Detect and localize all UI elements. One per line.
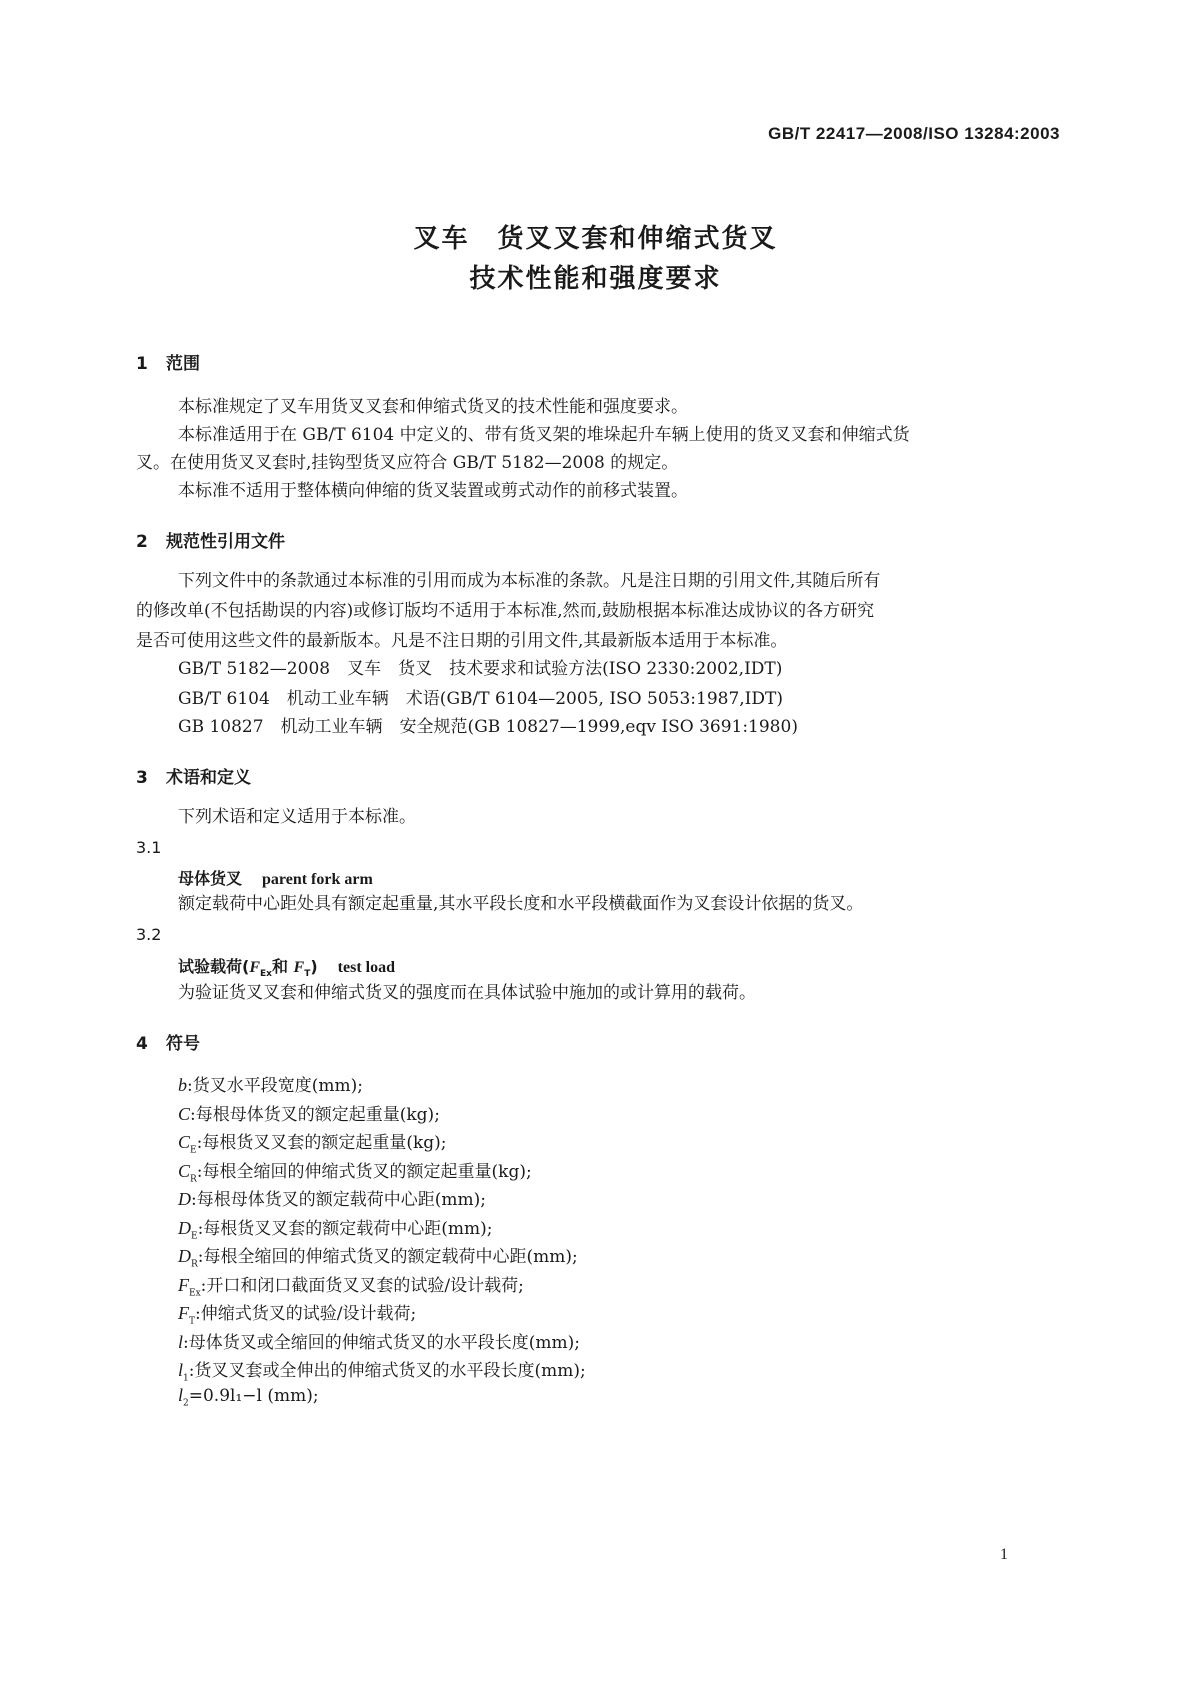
term-heading [178,954,395,979]
symbol: F [293,959,305,976]
term-number: 3.2 [136,925,162,944]
section-4-heading [136,1029,200,1054]
paragraph: 是否可使用这些文件的最新版本。凡是不注日期的引用文件,其最新版本适用于本标准。 [136,631,788,651]
symbol-item [178,1100,440,1125]
subscript: Ex [260,969,272,980]
paragraph: 本标准规定了叉车用货叉叉套和伸缩式货叉的技术性能和强度要求。 [178,397,688,417]
symbol-description: :货叉水平段宽度(mm); [187,1076,363,1096]
reference-item: GB/T 6104 机动工业车辆 术语(GB/T 6104—2005, ISO 5053:1987,IDT) [178,689,783,709]
symbol: D [178,1217,191,1238]
subscript: R [190,1173,197,1184]
subscript: 2 [183,1397,189,1408]
symbol-description: :每根全缩回的伸缩式货叉的额定载荷中心距(mm); [197,1247,578,1267]
symbol-description: :开口和闭口截面货叉叉套的试验/设计载荷; [200,1275,524,1296]
section-number: 2 [136,532,148,552]
section-1-heading [136,349,200,374]
section-title: 规范性引用文件 [166,532,285,552]
term-cn: 母体货叉 [178,869,243,888]
symbol-item [178,1299,416,1326]
subscript: E [191,1230,198,1241]
symbol: b [178,1075,187,1095]
reference-item: GB 10827 机动工业车辆 安全规范(GB 10827—1999,eqv ISO 3691:1980) [178,717,798,737]
subscript: T [189,1316,196,1327]
symbol-item [178,1185,486,1210]
section-number: 4 [136,1034,148,1054]
term-number: 3.1 [136,838,162,857]
subscript: T [304,969,311,980]
section-number: 1 [136,354,148,374]
symbol-item [178,1328,580,1353]
symbol: D [178,1189,191,1209]
paragraph: 的修改单(不包括勘误的内容)或修订版均不适用于本标准,然而,鼓励根据本标准达成协议的各方研究 [136,601,875,621]
title-line-1: 叉车 货叉叉套和伸缩式货叉 [413,224,778,254]
symbol: l [178,1331,184,1352]
paragraph: 本标准适用于在 GB/T 6104 中定义的、带有货叉架的堆垛起升车辆上使用的货叉叉套和伸缩式货 [178,425,910,445]
symbol-description: :每根母体货叉的额定起重量(kg); [190,1104,440,1125]
subscript: 1 [183,1373,189,1384]
section-title: 符号 [166,1034,200,1054]
subscript: R [191,1259,198,1270]
symbol-description: =0.9l₁−l (mm); [188,1385,319,1406]
paragraph: 本标准不适用于整体横向伸缩的货叉装置或剪式动作的前移式装置。 [178,481,688,501]
term-cn: ) [310,957,318,976]
symbol: D [178,1246,191,1266]
symbol: F [178,1274,189,1295]
term-cn: 试验载荷( [178,957,250,976]
term-en: parent fork arm [262,871,373,888]
symbol-item [178,1214,493,1241]
symbol-item [178,1071,363,1096]
symbol: l [178,1384,184,1405]
section-title: 范围 [166,354,200,374]
term-definition: 额定载荷中心距处具有额定起重量,其水平段长度和水平段横截面作为叉套设计依据的货叉。 [178,894,864,914]
symbol-description: :每根货叉叉套的额定载荷中心距(mm); [197,1218,493,1239]
symbol: C [178,1103,191,1124]
symbol-item [178,1356,586,1383]
standard-code: GB/T 22417—2008/ISO 13284:2003 [768,124,1060,143]
symbol: F [249,959,260,976]
symbol-item [178,1157,532,1184]
section-number: 3 [136,768,148,788]
term-heading [178,866,373,889]
term-definition: 为验证货叉叉套和伸缩式货叉的强度而在具体试验中施加的或计算用的载荷。 [178,983,756,1003]
symbol-item [178,1385,319,1408]
subscript: E [190,1145,197,1156]
symbol: C [178,1160,191,1181]
term-en: test load [337,959,395,976]
symbol: C [178,1132,191,1152]
symbol-description: :母体货叉或全缩回的伸缩式货叉的水平段长度(mm); [183,1332,580,1353]
subscript: Ex [189,1287,201,1298]
symbol-description: :伸缩式货叉的试验/设计载荷; [195,1304,417,1324]
paragraph: 下列术语和定义适用于本标准。 [178,807,416,827]
paragraph: 下列文件中的条款通过本标准的引用而成为本标准的条款。凡是注日期的引用文件,其随后所有 [178,571,881,591]
symbol: F [178,1303,189,1323]
term-cn: 和 [271,957,294,976]
section-title: 术语和定义 [166,768,251,788]
symbol-item [178,1271,524,1298]
symbol-description: :每根母体货叉的额定载荷中心距(mm); [191,1190,486,1210]
symbol-description: :每根货叉叉套的额定起重量(kg); [196,1133,447,1153]
symbol: l [178,1360,184,1380]
title-line-2: 技术性能和强度要求 [469,264,722,294]
page-number: 1 [1000,1546,1008,1563]
symbol-item [178,1128,447,1155]
section-3-heading [136,763,251,788]
paragraph: 叉。在使用货叉叉套时,挂钩型货叉应符合 GB/T 5182—2008 的规定。 [136,453,679,473]
symbol-description: :货叉叉套或全伸出的伸缩式货叉的水平段长度(mm); [188,1361,586,1381]
symbol-description: :每根全缩回的伸缩式货叉的额定起重量(kg); [196,1161,532,1182]
reference-item: GB/T 5182—2008 叉车 货叉 技术要求和试验方法(ISO 2330:2002,IDT) [178,659,783,679]
section-2-heading [136,527,285,552]
symbol-item [178,1242,578,1269]
